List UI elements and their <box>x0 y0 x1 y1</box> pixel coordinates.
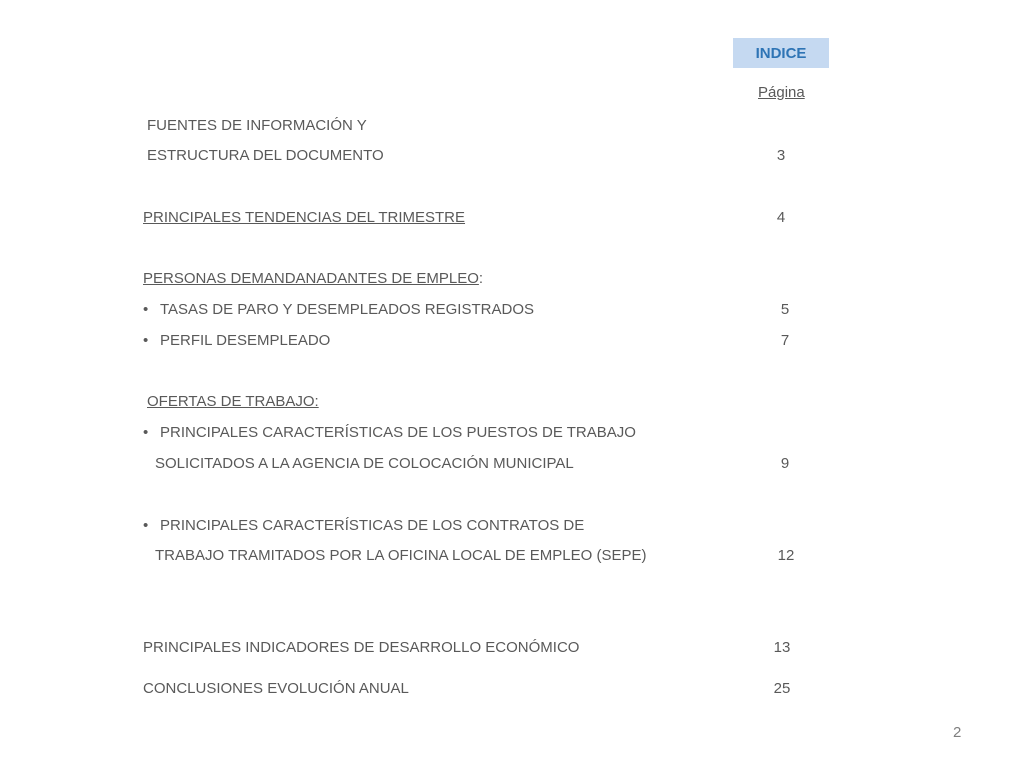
toc-entry-fuentes-line2: ESTRUCTURA DEL DOCUMENTO <box>147 147 384 164</box>
toc-entry-tendencias[interactable]: PRINCIPALES TENDENCIAS DEL TRIMESTRE <box>143 209 466 226</box>
toc-entry-perfil: PERFIL DESEMPLEADO <box>160 332 331 349</box>
slide-number: 2 <box>953 724 962 741</box>
toc-entry-tasas: TASAS DE PARO Y DESEMPLEADOS REGISTRADOS <box>160 301 534 318</box>
toc-heading-ofertas[interactable]: OFERTAS DE TRABAJO: <box>147 393 319 410</box>
toc-page-tasas: 5 <box>780 301 790 318</box>
toc-entry-fuentes-line1: FUENTES DE INFORMACIÓN Y <box>147 117 367 134</box>
toc-heading-demandantes-link[interactable]: PERSONAS DEMANDANADANTES DE EMPLEO <box>143 270 479 287</box>
toc-entry-indicadores: PRINCIPALES INDICADORES DE DESARROLLO ECONÓMICO <box>143 639 580 656</box>
toc-page-contratos: 12 <box>777 547 795 564</box>
toc-page-conclusiones: 25 <box>773 680 791 697</box>
toc-entry-contratos-line1: PRINCIPALES CARACTERÍSTICAS DE LOS CONTRATOS DE <box>160 517 585 534</box>
toc-bullet-contratos: • <box>143 517 149 534</box>
index-title-box <box>733 38 829 68</box>
toc-heading-demandantes-colon: : <box>478 270 484 287</box>
toc-bullet-puestos: • <box>143 424 149 441</box>
toc-entry-contratos-line2: TRABAJO TRAMITADOS POR LA OFICINA LOCAL DE EMPLEO (SEPE) <box>155 547 647 564</box>
toc-entry-puestos-line2: SOLICITADOS A LA AGENCIA DE COLOCACIÓN MUNICIPAL <box>155 455 574 472</box>
toc-bullet-perfil: • <box>143 332 149 349</box>
toc-entry-conclusiones: CONCLUSIONES EVOLUCIÓN ANUAL <box>143 680 409 697</box>
toc-entry-puestos-line1: PRINCIPALES CARACTERÍSTICAS DE LOS PUESTOS DE TRABAJO <box>160 424 636 441</box>
toc-page-puestos: 9 <box>780 455 790 472</box>
toc-bullet-tasas: • <box>143 301 149 318</box>
toc-page-fuentes: 3 <box>776 147 786 164</box>
toc-page-tendencias: 4 <box>776 209 786 226</box>
toc-page-indicadores: 13 <box>773 639 791 656</box>
toc-heading-demandantes <box>143 270 483 288</box>
page-column-label: Página <box>758 84 805 101</box>
toc-page-perfil: 7 <box>780 332 790 349</box>
index-title: INDICE <box>755 44 807 62</box>
